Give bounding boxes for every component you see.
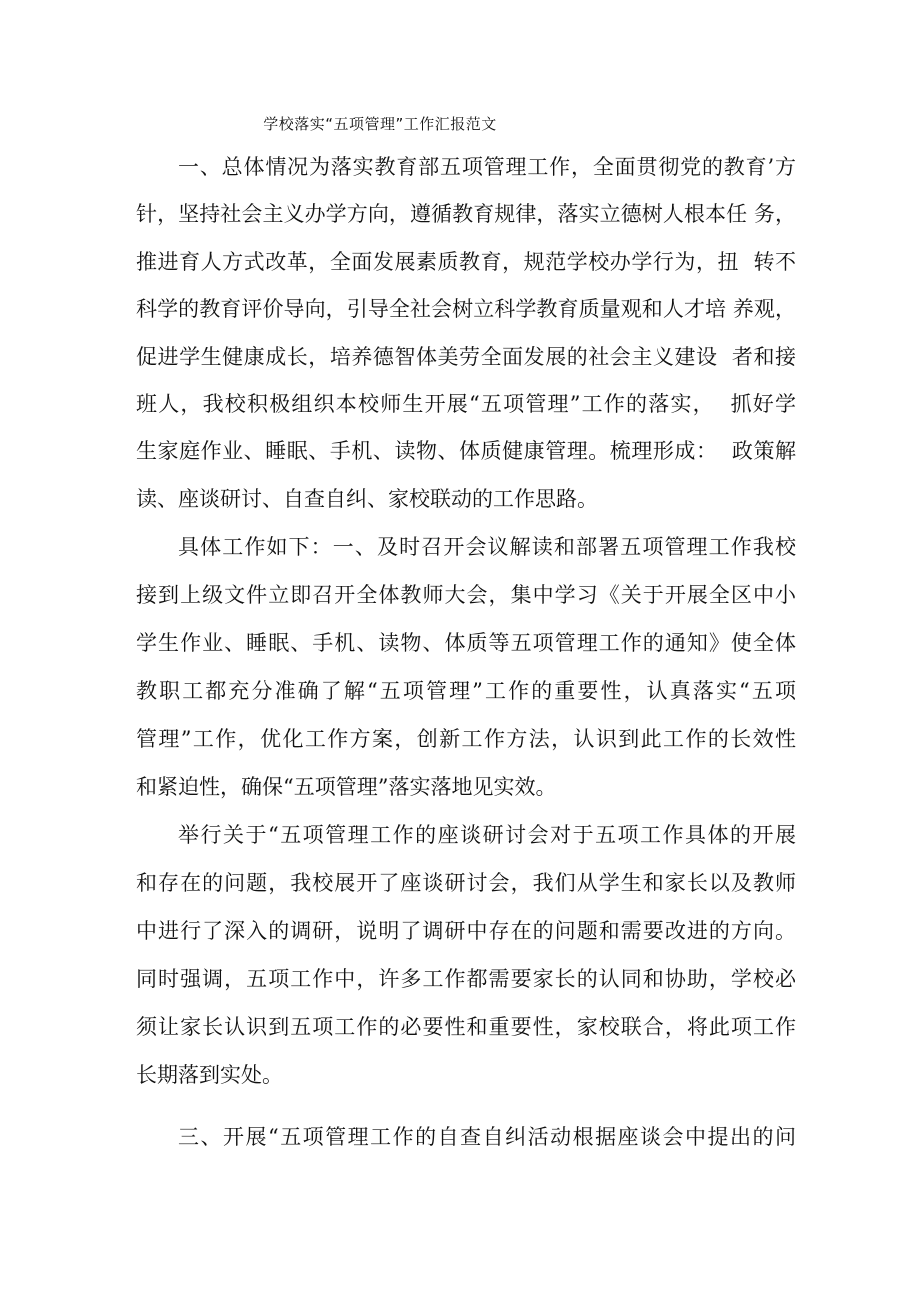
text-line: 中进行了深入的调研，说明了调研中存在的问题和需要改进的方向。 xyxy=(136,919,796,943)
text-line: 生家庭作业、睡眠、手机、读物、体质健康管理。梳理形成： 政策解 xyxy=(136,439,796,463)
text-line: 班人，我校积极组织本校师生开展“五项管理”工作的落实， 抓好学 xyxy=(136,392,796,416)
text-line: 促进学生健康成长，培养德智体美劳全面发展的社会主义建设 者和接 xyxy=(136,345,796,369)
text-line: 推进育人方式改革，全面发展素质教育，规范学校办学行为，扭 转不 xyxy=(136,250,796,274)
text-line: 教职工都充分准确了解“五项管理”工作的重要性，认真落实“五项 xyxy=(136,679,796,703)
text-line: 科学的教育评价导向，引导全社会树立科学教育质量观和人才培 养观， xyxy=(136,297,796,321)
text-line: 和存在的问题，我校展开了座谈研讨会，我们从学生和家长以及教师 xyxy=(136,871,796,895)
text-line: 举行关于“五项管理工作的座谈研讨会对于五项工作具体的开展 xyxy=(178,823,796,847)
text-line: 读、座谈研讨、自查自纠、家校联动的工作思路。 xyxy=(136,487,598,511)
text-line: 须让家长认识到五项工作的必要性和重要性，家校联合，将此项工作 xyxy=(136,1015,796,1039)
text-line: 和紧迫性，确保“五项管理”落实落地见实效。 xyxy=(136,775,557,799)
text-line: 接到上级文件立即召开全体教师大会，集中学习《关于开展全区中小 xyxy=(136,583,796,607)
document-title: 学校落实“五项管理”工作汇报范文 xyxy=(263,115,497,133)
text-line: 针，坚持社会主义办学方向，遵循教育规律，落实立德树人根本任 务， xyxy=(136,202,796,226)
text-line: 同时强调，五项工作中，许多工作都需要家长的认同和协助，学校必 xyxy=(136,967,796,991)
text-line: 学生作业、睡眠、手机、读物、体质等五项管理工作的通知》使全体 xyxy=(136,631,796,655)
text-line: 长期落到实处。 xyxy=(136,1063,283,1087)
text-line: 一、总体情况为落实教育部五项管理工作，全面贯彻党的教育’方 xyxy=(178,155,796,179)
text-line: 具体工作如下：一、及时召开会议解读和部署五项管理工作我校 xyxy=(178,535,796,559)
text-line: 三、开展“五项管理工作的自查自纠活动根据座谈会中提出的问 xyxy=(178,1125,796,1149)
text-line: 管理”工作，优化工作方案，创新工作方法，认识到此工作的长效性 xyxy=(136,727,796,751)
